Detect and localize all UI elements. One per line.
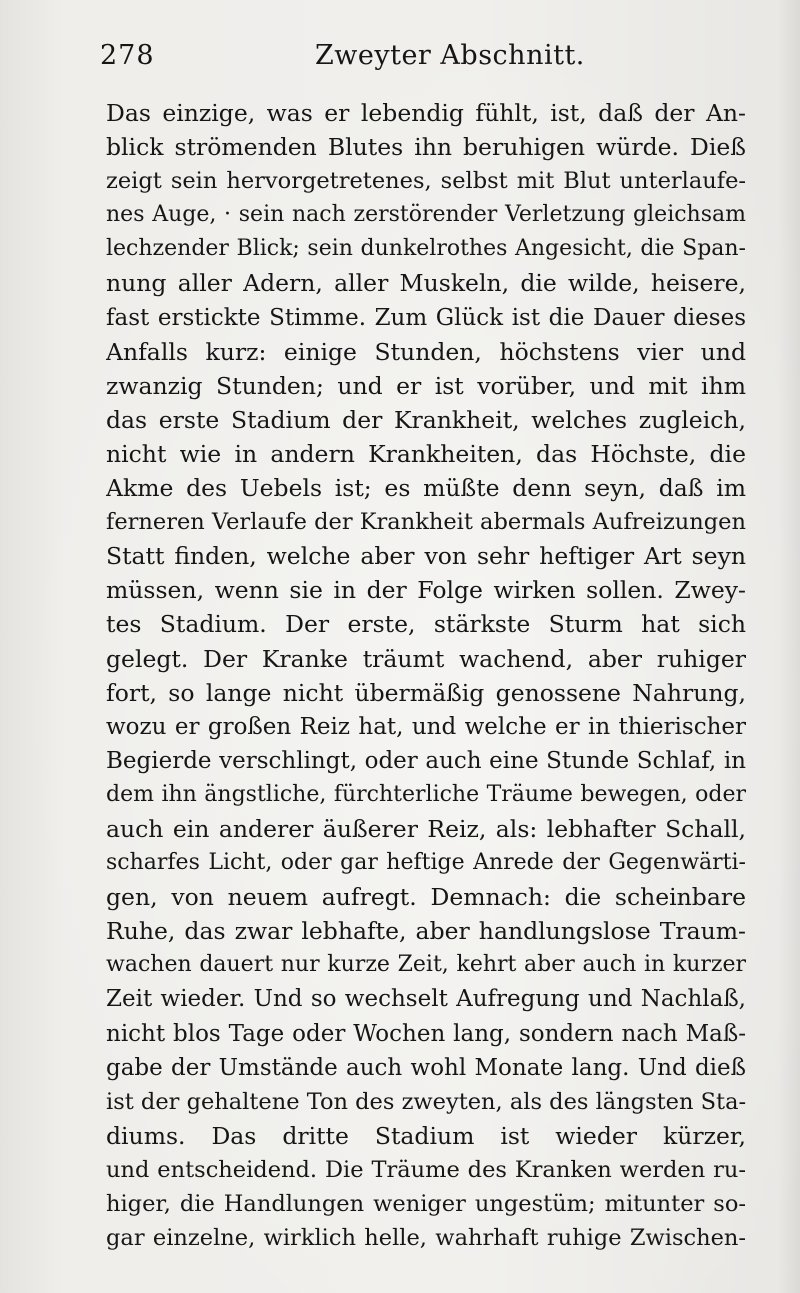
page-number: 278 xyxy=(100,40,155,71)
text-line: auch ein anderer äußerer Reiz, als: lebhafter Schall, xyxy=(106,814,746,843)
text-line: nicht blos Tage oder Wochen lang, sondern nach Maß- xyxy=(106,1020,746,1047)
text-line: wachen dauert nur kurze Zeit, kehrt aber auch in kurzer xyxy=(106,952,746,978)
text-line: gabe der Umstände auch wohl Monate lang. Und dieß xyxy=(106,1054,746,1081)
text-line: wozu er großen Reiz hat, und welche er in thierischer xyxy=(106,713,746,740)
text-line: nung aller Adern, aller Muskeln, die wilde, heisere, xyxy=(106,269,746,298)
text-line: nes Auge, · sein nach zerstörender Verletzung gleichsam xyxy=(106,202,746,228)
text-line: scharfes Licht, oder gar heftige Anrede der Gegenwärti- xyxy=(106,850,746,876)
text-line: Begierde verschlingt, oder auch eine Stunde Schlaf, in xyxy=(106,747,746,774)
text-line: Zeit wieder. Und so wechselt Aufregung und Nachlaß, xyxy=(106,986,746,1013)
text-line: blick strömenden Blutes ihn beruhigen würde. Dieß xyxy=(106,133,746,162)
text-line: Ruhe, das zwar lebhafte, aber handlungslose Traum- xyxy=(106,917,746,946)
text-line: zwanzig Stunden; und er ist vorüber, und mit ihm xyxy=(106,371,746,400)
text-line: ferneren Verlaufe der Krankheit abermals Aufreizungen xyxy=(106,509,746,536)
text-line: fort, so lange nicht übermäßig genossene Nahrung, xyxy=(106,678,746,707)
text-line: ist der gehaltene Ton des zweyten, als des längsten Sta- xyxy=(106,1088,746,1115)
text-line: diums. Das dritte Stadium ist wieder kürzer, xyxy=(106,1121,746,1150)
text-line: Das einzige, was er lebendig fühlt, ist, daß der An- xyxy=(106,99,746,127)
page-edge-shadow xyxy=(778,0,800,1293)
text-line: das erste Stadium der Krankheit, welches zugleich, xyxy=(106,405,746,434)
text-line: zeigt sein hervorgetretenes, selbst mit Blut unterlaufe- xyxy=(106,168,746,195)
text-line: lechzender Blick; sein dunkelrothes Angesicht, die Span- xyxy=(106,236,746,262)
text-line: dem ihn ängstliche, fürchterliche Träume bewegen, oder xyxy=(106,781,746,807)
running-head-title: Zweyter Abschnitt. xyxy=(315,40,585,71)
running-head xyxy=(100,40,760,80)
text-line: nicht wie in andern Krankheiten, das Höchste, die xyxy=(106,439,746,468)
text-line: tes Stadium. Der erste, stärkste Sturm hat sich xyxy=(106,610,746,639)
text-line: gar einzelne, wirklich helle, wahrhaft ruhige Zwischen- xyxy=(106,1225,746,1252)
text-line: fast erstickte Stimme. Zum Glück ist die Dauer dieses xyxy=(106,304,746,331)
text-line: Anfalls kurz: einige Stunden, höchstens vier und xyxy=(106,337,746,366)
text-line: gelegt. Der Kranke träumt wachend, aber ruhiger xyxy=(106,644,746,673)
body-text xyxy=(106,96,746,1255)
text-line: gen, von neuem aufregt. Demnach: die scheinbare xyxy=(106,883,746,912)
text-line: müssen, wenn sie in der Folge wirken sollen. Zwey- xyxy=(106,576,746,605)
text-line: Akme des Uebels ist; es müßte denn seyn, daß im xyxy=(106,474,746,503)
text-line: Statt finden, welche aber von sehr heftiger Art seyn xyxy=(106,542,746,571)
text-line: und entscheidend. Die Träume des Kranken werden ru- xyxy=(106,1156,746,1183)
text-line: higer, die Handlungen weniger ungestüm; mitunter so- xyxy=(106,1191,746,1217)
